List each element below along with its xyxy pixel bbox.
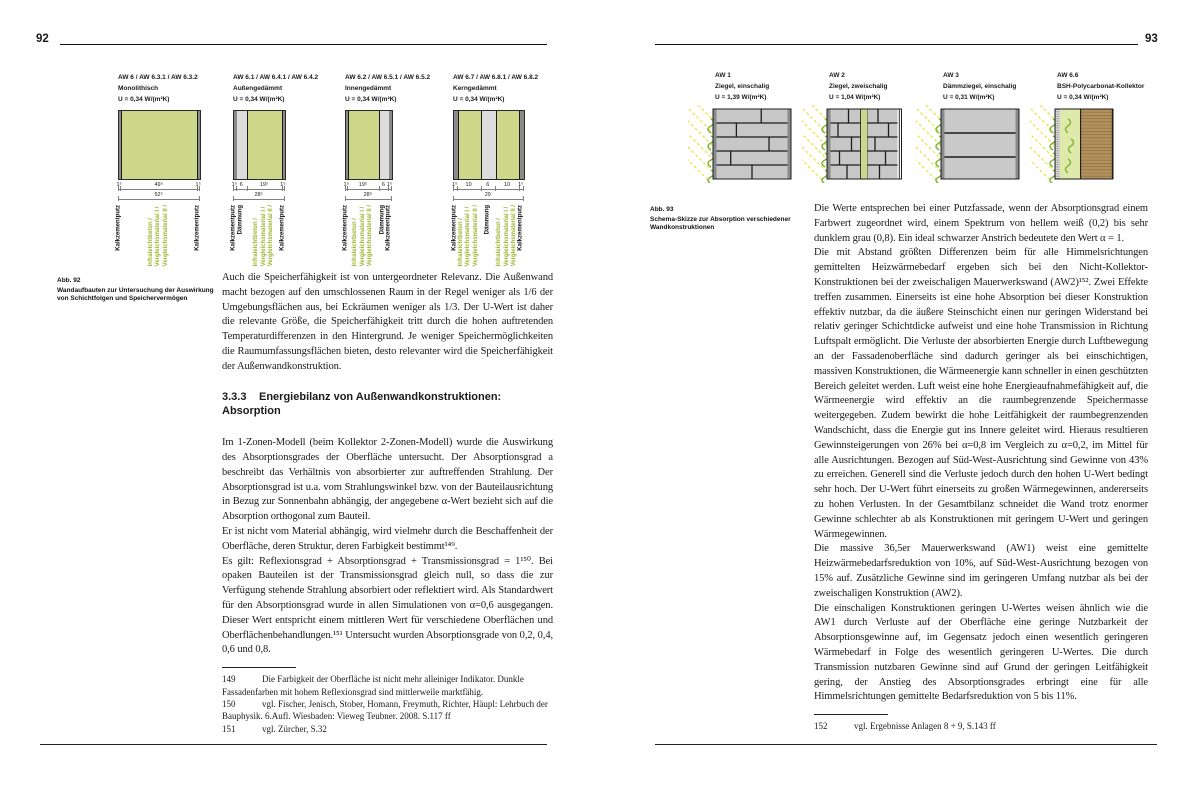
dimension-tick — [236, 186, 237, 191]
diagram-title — [802, 70, 932, 103]
footnote — [222, 698, 553, 723]
layer-label: Dämmung — [379, 205, 386, 235]
layer-label: Kalkzementputz — [385, 205, 392, 251]
layer-label: Vergleichsmaterial I / — [503, 206, 510, 267]
footnote-number: 149 — [222, 674, 236, 685]
diagram-title — [688, 70, 818, 103]
caption-text: Schema-Skizze zur Absorption verschiedener Wandkonstruktionen — [650, 215, 791, 232]
diagram-code: AW 6.6 — [1057, 72, 1079, 79]
dimension-tick — [120, 186, 121, 191]
layer-label-group — [517, 205, 525, 251]
diagram-u-value: U = 0,34 W/(m²K) — [233, 96, 285, 103]
concrete-layer — [348, 111, 379, 179]
dimension-line — [118, 189, 199, 190]
wall-construction-graphic — [802, 105, 932, 188]
wall-schematic-diagram — [802, 70, 932, 188]
layer-label-group — [253, 205, 276, 266]
dimension-tick — [118, 186, 119, 191]
figure-caption-92 — [57, 277, 221, 304]
text-column-left — [222, 271, 553, 735]
layer-label: Infraleichtbeton / — [495, 218, 502, 267]
dimension-total: 29 — [484, 192, 491, 198]
concrete-layer — [496, 111, 520, 179]
diagram-title — [233, 72, 318, 105]
plaster-layer — [283, 111, 286, 179]
diagram-type: Ziegel, einschalig — [715, 83, 770, 90]
wall-schematic-diagram — [688, 70, 818, 188]
dimension-tick — [199, 196, 200, 201]
diagram-type: BSH-Polycarbonat-Kollektor — [1057, 83, 1145, 90]
layer-label: Infraleichtbeton / — [147, 218, 154, 267]
wall-layer-diagram — [230, 72, 319, 279]
diagram-code: AW 6 / AW 6.3.1 / AW 6.3.2 — [118, 74, 198, 81]
layer-labels — [115, 205, 201, 279]
dimension-tick — [284, 186, 285, 191]
dimension-value: 1⁵ — [280, 182, 286, 188]
dimension-lines — [118, 182, 199, 202]
layer-label: Vergleichsmaterial I / — [154, 206, 161, 267]
body-paragraph: Die mit Abstand größten Differenzen beim für alle Himmelsrichtungen gemittelten Heizwärmebedarf ergeben sich bei den Nicht-Kollektor-Konstruktionen bei der zweischaligen Mauerwerkswand (AW2)¹⁵². Zwei Effekte treffen zusammen. Einerseits ist eine hohe Absorption bei dieser Konstruktion effektiv nutzbar, da die äußere Steinschicht einen nur geringen Widerstand bei relativ geringer Schichtdicke aufweist und eine hohe Transmission in Richtung Luftspalt ermöglicht. Die Verluste der absorbierten Energie durch Luftbewegung an der Fassadenoberfläche sind dadurch geringer als bei einschichtigen, massiven Konstruktionen, die Wärmeenergie kann schneller in einen geschützten Bereich geleitet werden. Luft weist eine hohe Energieaufnahmefähigkeit auf, die Wärmeenergie wird effektiv an die raumbegrenzende Speichermasse weitergegeben. Zudem bewirkt die hohe Leitfähigkeit der raumbegrenzenden Wandschicht, dass die Energie gut ins Innere geleitet wird. Hieraus resultieren Gewinnsteigerungen von 26% bei α=0,8 im Vergleich zu α=0,2, im Mittel für alle Ausrichtungen. Bezogen auf Süd-West-Ausrichtung sind Gewinne von 43% zu erreichen. Generell sind die Verluste jedoch durch den hohen U-Wert bedingt sehr hoch. Der U-Wert führt einerseits zu großen Wärmegewinnen, andererseits zu hohen Verlusten. In der Gesamtbilanz schneidet die Wand trotz enormer Gewinne schlechter ab als Konstruktionen mit geringem U-Wert und geringen Wärmegewinnen. — [814, 247, 1148, 540]
layer-label: Kalkzementputz — [115, 205, 122, 251]
section-title: Energiebilanz von Außenwandkonstruktionen: Absorption — [222, 390, 502, 418]
footnote-rule — [814, 714, 888, 715]
dimension-tick — [453, 186, 454, 191]
dimension-lines — [233, 182, 284, 202]
dimension-tick — [347, 186, 348, 191]
diagram-type: Außengedämmt — [233, 85, 283, 92]
dimension-value: 1⁵ — [343, 182, 349, 188]
layer-label: Kalkzementputz — [194, 205, 201, 251]
dimension-tick — [197, 186, 198, 191]
dimension-row-total — [345, 192, 391, 202]
layer-label: Kalkzementputz — [451, 205, 458, 251]
dimension-value: 1⁵ — [452, 182, 458, 188]
plaster-layer — [520, 111, 524, 179]
layer-label: Infraleichtbeton / — [252, 218, 259, 267]
dimension-total: 28⁵ — [363, 192, 372, 198]
footnotes-right — [814, 720, 1148, 732]
dimension-value: 10 — [465, 182, 472, 188]
wall-section-svg — [1030, 105, 1160, 183]
wall-brick-double-leaf — [827, 109, 902, 179]
caption-label: Abb. 93 — [650, 206, 674, 213]
layer-label: Kalkzementputz — [230, 205, 237, 251]
section-heading — [222, 390, 553, 420]
dimension-row-total — [118, 192, 199, 202]
concrete-layer — [247, 111, 282, 179]
dimension-tick — [495, 186, 496, 191]
diagram-type: Innengedämmt — [345, 85, 392, 92]
diagram-type: Monolithisch — [118, 85, 159, 92]
diagram-title — [1030, 70, 1160, 103]
dimension-tick — [284, 196, 285, 201]
dimension-tick — [247, 186, 248, 191]
section-number: 3.3.3 — [222, 390, 247, 403]
wall-schematic-diagram — [1030, 70, 1160, 188]
wall-bsh-polycarbonate-collector — [1055, 109, 1113, 179]
body-paragraph: Die Werte entsprechen bei einer Putzfassade, wenn der Absorptionsgrad einem Farbwert zugeordnet wird, einem Spektrum von hellem weiß (0,2) bis sehr dunklem grau (0,8). Ein ideal schwarzer Anstrich bedeutete den Wert α = 1. — [814, 203, 1148, 244]
caption-text: Wandaufbauten zur Untersuchung der Auswirkung von Schichtfolgen und Speichervermögen — [57, 286, 214, 303]
footnote-text: vgl. Fischer, Jenisch, Stober, Homann, Freymuth, Richter, Häupl: Lehrbuch der Bauphysik. 6.Aufl. Wiesbaden: Vieweg Teubner. 2008. S.117 ff — [222, 698, 548, 722]
diagram-u-value: U = 1,04 W/(m²K) — [829, 94, 881, 101]
dimension-total: 52⁵ — [154, 192, 163, 198]
layer-label: Vergleichsmaterial I / — [260, 206, 267, 267]
diagram-type: Ziegel, zweischalig — [829, 83, 888, 90]
wall-schematic-diagram — [916, 70, 1046, 188]
diagram-u-value: U = 0,34 W/(m²K) — [1057, 94, 1109, 101]
footnote-number: 152 — [814, 721, 828, 732]
wall-construction-graphic — [916, 105, 1046, 188]
dimension-tick — [481, 186, 482, 191]
dimension-total: 28⁵ — [254, 192, 263, 198]
diagram-title — [916, 70, 1046, 103]
body-paragraph: Im 1-Zonen-Modell (beim Kollektor 2-Zonen-Modell) wurde die Auswirkung des Absorptionsgrades der Oberfläche untersucht. Der Absorptionsgrad a beschreibt das Verhältnis von absorbierter zur auftreffenden Strahlung. Der Absorptionsgrad ist u.a. vom Strahlungswinkel bzw. von der Bauteilausrichtung in Bezug zur Sonnenbahn abhängig, der angegebene α-Wert bezieht sich auf die Absorption orthogonal zum Bauteil. — [222, 437, 553, 523]
layer-label: Vergleichsmaterial II / — [366, 205, 373, 267]
text-column-right — [814, 202, 1148, 733]
layer-labels — [342, 205, 392, 279]
layer-label: Infraleichtbeton / — [457, 218, 464, 267]
wall-brick-single-leaf — [713, 109, 791, 179]
layer-label: Kalkzementputz — [342, 205, 349, 251]
dimension-tick — [233, 186, 234, 191]
layer-label-group — [352, 205, 375, 266]
footnote-text: vgl. Zürcher, S.32 — [262, 723, 327, 734]
footnote — [222, 673, 553, 698]
dimension-tick — [345, 196, 346, 201]
layer-label: Vergleichsmaterial I / — [464, 206, 471, 267]
footnotes-left — [222, 673, 553, 735]
layer-label-group — [496, 205, 519, 266]
diagram-u-value: U = 0,34 W/(m²K) — [345, 96, 397, 103]
footnote-rule — [222, 667, 296, 668]
wall-section-svg — [916, 105, 1046, 183]
dimension-line — [233, 189, 284, 190]
diagram-u-value: U = 0,34 W/(m²K) — [118, 96, 170, 103]
dimension-line — [345, 199, 391, 200]
layer-label: Infraleichtbeton / — [351, 218, 358, 267]
dimension-row-layers — [233, 182, 284, 192]
wall-cross-section — [345, 110, 393, 180]
diagram-type: Kerngedämmt — [453, 85, 497, 92]
layer-labels — [453, 205, 523, 279]
diagram-code: AW 6.2 / AW 6.5.1 / AW 6.5.2 — [345, 74, 431, 81]
header-rule-left — [60, 44, 547, 45]
dimension-row-layers — [345, 182, 391, 192]
dimension-row-total — [233, 192, 284, 202]
dimension-value: 6 — [239, 182, 243, 188]
wall-layer-diagram — [115, 72, 201, 279]
dimension-tick — [457, 186, 458, 191]
dimension-row-total — [453, 192, 523, 202]
concrete-layer — [458, 111, 482, 179]
diagram-code: AW 1 — [715, 72, 731, 79]
layer-labels — [230, 205, 286, 279]
layer-label-group — [237, 205, 245, 234]
diagram-code: AW 6.7 / AW 6.8.1 / AW 6.8.2 — [453, 74, 539, 81]
bottom-rule-right — [655, 744, 1157, 745]
layer-label-group — [279, 205, 287, 251]
body-paragraph: Er ist nicht vom Material abhängig, wird vielmehr durch die Beschaffenheit der Oberfläche, deren Struktur, deren Farbigkeit bestimmt¹⁴⁹. — [222, 525, 553, 552]
dimension-tick — [523, 186, 524, 191]
dimension-value: 1⁵ — [116, 182, 122, 188]
footnote-text: vgl. Ergebnisse Anlagen 8 + 9, S.143 ff — [854, 721, 996, 732]
footnote — [222, 723, 553, 735]
layer-label: Vergleichsmaterial II / — [267, 205, 274, 267]
wall-layer-diagram — [342, 72, 431, 279]
figure-caption-93 — [650, 206, 820, 233]
wall-cross-section — [453, 110, 525, 180]
dimension-value: 10 — [503, 182, 511, 188]
dimension-value: 49⁵ — [154, 182, 163, 188]
layer-label: Vergleichsmaterial II / — [510, 205, 517, 267]
dimension-line — [453, 189, 523, 190]
page-number-left: 92 — [36, 33, 49, 45]
dimension-tick — [391, 186, 392, 191]
body-paragraph: Die einschaligen Konstruktionen geringen U-Wertes weisen ähnlich wie die AW1 durch Verluste auf der Oberfläche eine geringe Nutzbarkeit der Absorptionsgewinne auf, im Gegensatz jedoch einen wesentlich geringeren Wärmebedarf in Folge des wesentlich geringeren U-Wertes. Die durch Transmission nutzbaren Gewinne sind auf Grund der geringen Leitfähigkeit gering, der Anstieg des Absorptionsgrades erbringt eine für alle Himmelsrichtungen gemittelte Bedarfsreduktion von 5 bis 11%. — [814, 602, 1148, 703]
wall-layer-diagram — [453, 72, 538, 279]
wall-section-svg — [688, 105, 818, 183]
insulation-layer — [380, 111, 390, 179]
footnote-number: 150 — [222, 698, 236, 709]
dimension-line — [233, 199, 284, 200]
plaster-layer — [389, 111, 391, 179]
wall-cross-section — [118, 110, 201, 180]
layer-label-group — [194, 205, 202, 251]
layer-label: Dämmung — [484, 205, 491, 235]
diagram-u-value: U = 0,31 W/(m²K) — [943, 94, 995, 101]
dimension-tick — [388, 186, 389, 191]
dimension-value: 6 — [381, 182, 385, 188]
header-rule-right — [655, 44, 1138, 45]
layer-label-group — [342, 205, 350, 251]
insulation-layer — [482, 111, 496, 179]
diagram-code: AW 6.1 / AW 6.4.1 / AW 6.4.2 — [233, 74, 319, 81]
layer-label: Vergleichsmaterial I / — [359, 206, 366, 267]
dimension-row-layers — [118, 182, 199, 192]
insulation-layer — [237, 111, 248, 179]
dimension-tick — [379, 186, 380, 191]
body-paragraph: Auch die Speicherfähigkeit ist von untergeordneter Relevanz. Die Außenwand macht bezogen auf den umschlossenen Raum in der Regel weniger als 1/6 der Umgebungsflächen aus, bei Eckräumen weniger als 1/3. Der U-Wert ist daher die relevante Größe, die Speicherfähigkeit tritt durch die hohen auftretenden Temperaturdifferenzen in den Hintergrund. Je weniger Speichermöglichkeiten die Raumumfassungsflächen bieten, desto relevanter wird die Speicherfähigkeit der Außenwandkonstruktion. — [222, 272, 553, 372]
concrete-layer — [121, 111, 198, 179]
plaster-layer — [198, 111, 200, 179]
dimension-value: 1⁵ — [386, 182, 393, 188]
dimension-value: 19⁵ — [358, 182, 368, 188]
layer-label-group — [457, 205, 480, 266]
layer-label-group — [484, 205, 492, 234]
dimension-line — [453, 199, 523, 200]
dimension-row-layers — [453, 182, 523, 192]
diagram-code: AW 2 — [829, 72, 845, 79]
wall-insulating-brick — [941, 109, 1019, 179]
footnote — [814, 720, 1148, 732]
dimension-lines — [453, 182, 523, 202]
layer-label: Vergleichsmaterial II / — [472, 205, 479, 267]
diagram-code: AW 3 — [943, 72, 959, 79]
layer-label: Kalkzementputz — [517, 205, 524, 251]
dimension-tick — [345, 186, 346, 191]
dimension-tick — [282, 186, 283, 191]
dimension-tick — [233, 196, 234, 201]
wall-section-svg — [802, 105, 932, 183]
footnote-number: 151 — [222, 723, 236, 734]
wall-construction-graphic — [1030, 105, 1160, 188]
wall-construction-graphic — [688, 105, 818, 188]
layer-label-group — [115, 205, 123, 251]
page-number-right: 93 — [1145, 33, 1158, 45]
dimension-tick — [519, 186, 520, 191]
dimension-value: 1⁵ — [231, 182, 238, 188]
dimension-tick — [453, 196, 454, 201]
layer-label: Dämmung — [237, 205, 244, 235]
dimension-tick — [118, 196, 119, 201]
body-paragraph: Es gilt: Reflexionsgrad + Absorptionsgrad + Transmissionsgrad = 1¹⁵⁰. Bei opaken Bauteilen ist der Transmissionsgrad gleich null, so dass die zur Verfügung stehende Strahlung absorbiert oder reflektiert wird. Als Standardwert für den Absorptionsgrad wurde in allen Simulationen von α=0,6 ausgegangen. Dieser Wert entspricht einem mittleren Wert für verschiedene Oberflächen und Oberflächenbehandlungen.¹⁵¹ Untersucht wurden Absorptionsgrade von 0,2, 0,4, 0,6 und 0,8. — [222, 555, 553, 656]
dimension-value: 1⁵ — [518, 182, 524, 188]
diagram-title — [453, 72, 538, 105]
diagram-title — [345, 72, 430, 105]
diagram-u-value: U = 1,39 W/(m²K) — [715, 94, 767, 101]
diagram-type: Dämmziegel, einschalig — [943, 83, 1017, 90]
dimension-line — [118, 199, 199, 200]
body-paragraph: Die massive 36,5er Mauerwerkswand (AW1) weist eine gemittelte Heizwärmebedarfsreduktion von 10%, auf Süd-West-Ausrichtung bezogen von 15% auf. Zusätzliche Gewinne sind im geringeren Umfang nutzbar als bei der zweischaligen Konstruktion (AW2). — [814, 543, 1148, 599]
dimension-value: 6 — [486, 182, 490, 188]
caption-label: Abb. 92 — [57, 277, 81, 284]
diagram-u-value: U = 0,34 W/(m²K) — [453, 96, 505, 103]
layer-label-group — [386, 205, 394, 251]
layer-label-group — [147, 205, 170, 266]
dimension-tick — [391, 196, 392, 201]
dimension-tick — [523, 196, 524, 201]
layer-label: Vergleichsmaterial II / — [162, 205, 169, 267]
dimension-line — [345, 189, 391, 190]
diagram-title — [118, 72, 201, 105]
bottom-rule-left — [40, 744, 547, 745]
dimension-value: 19⁵ — [259, 182, 269, 188]
dimension-value: 1⁵ — [195, 182, 201, 188]
dimension-tick — [199, 186, 200, 191]
footnote-text: Die Farbigkeit der Oberfläche ist nicht mehr alleiniger Indikator. Dunkle Fassadenfarben mit hohem Reflexionsgrad sind mittlerweile marktfähig. — [222, 674, 524, 697]
layer-label: Kalkzementputz — [279, 205, 286, 251]
dimension-lines — [345, 182, 391, 202]
wall-cross-section — [233, 110, 286, 180]
